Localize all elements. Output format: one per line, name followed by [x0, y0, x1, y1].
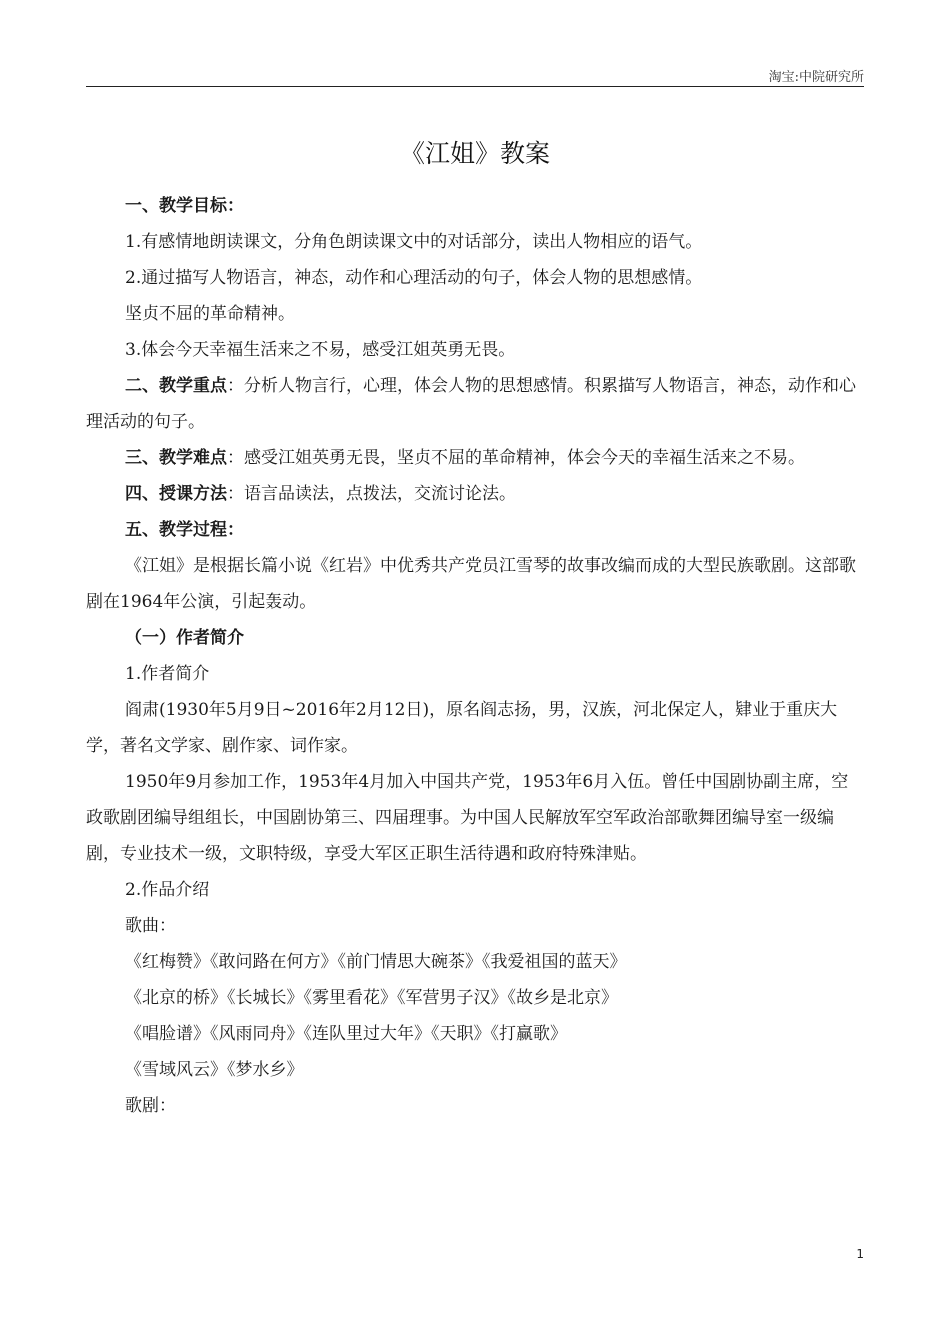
author-bio-2: 1950年9月参加工作，1953年4月加入中国共产党，1953年6月入伍。曾任中国剧协副主席，空政歌剧团编导组组长，中国剧协第三、四届理事。为中国人民解放军空军政治部歌舞团编导室一级编剧，专业技术一级，文职特级，享受大军区正职生活待遇和政府特殊津贴。 — [86, 772, 849, 864]
songs-label: 歌曲： — [125, 916, 176, 936]
section3-heading: 三、教学难点 — [125, 448, 227, 468]
songs-line: 《唱脸谱》《风雨同舟》《连队里过大年》《天职》《打赢歌》 — [125, 1024, 567, 1044]
author-subheading: （一）作者简介 — [125, 628, 244, 648]
section1-heading: 一、教学目标： — [125, 196, 244, 216]
section5-heading: 五、教学过程： — [125, 520, 244, 540]
page-title: 《江姐》教案 — [399, 139, 550, 168]
page-number: 1 — [856, 1247, 864, 1261]
document-body — [86, 188, 864, 1124]
section4-heading: 四、授课方法 — [125, 484, 227, 504]
opera-label: 歌剧： — [125, 1096, 176, 1116]
author-bio-1: 阎肃(1930年5月9日~2016年2月12日)，原名阎志扬，男，汉族，河北保定人，肄业于重庆大学，著名文学家、剧作家、词作家。 — [86, 700, 838, 756]
section3-paragraph — [86, 440, 864, 476]
header-rule — [86, 86, 864, 87]
goal-2: 2.通过描写人物语言，神态，动作和心理活动的句子，体会人物的思想感情。 — [125, 268, 703, 288]
songs-line: 《雪域风云》《梦水乡》 — [125, 1060, 304, 1080]
item-2: 2.作品介绍 — [125, 880, 210, 900]
item-1: 1.作者简介 — [125, 664, 210, 684]
songs-line: 《红梅赞》《敢问路在何方》《前门情思大碗茶》《我爱祖国的蓝天》 — [125, 952, 627, 972]
section2-paragraph — [86, 368, 864, 440]
section2-heading: 二、教学重点 — [125, 376, 227, 396]
section3-text: ：感受江姐英勇无畏，坚贞不屈的革命精神，体会今天的幸福生活来之不易。 — [227, 448, 805, 468]
section4-text: ：语言品读法，点拨法，交流讨论法。 — [227, 484, 516, 504]
section4-paragraph — [86, 476, 864, 512]
goal-1: 1.有感情地朗读课文，分角色朗读课文中的对话部分，读出人物相应的语气。 — [125, 232, 703, 252]
section5-intro: 《江姐》是根据长篇小说《红岩》中优秀共产党员江雪琴的故事改编而成的大型民族歌剧。这部歌剧在1964年公演，引起轰动。 — [86, 556, 856, 612]
goal-2-continued: 坚贞不屈的革命精神。 — [125, 304, 295, 324]
section2-text: ：分析人物言行，心理，体会人物的思想感情。积累描写人物语言，神态，动作和心理活动的句子。 — [86, 376, 856, 432]
goal-3: 3.体会今天幸福生活来之不易，感受江姐英勇无畏。 — [125, 340, 516, 360]
header-text: 淘宝:中院研究所 — [768, 70, 864, 85]
songs-line: 《北京的桥》《长城长》《雾里看花》《军营男子汉》《故乡是北京》 — [125, 988, 618, 1008]
